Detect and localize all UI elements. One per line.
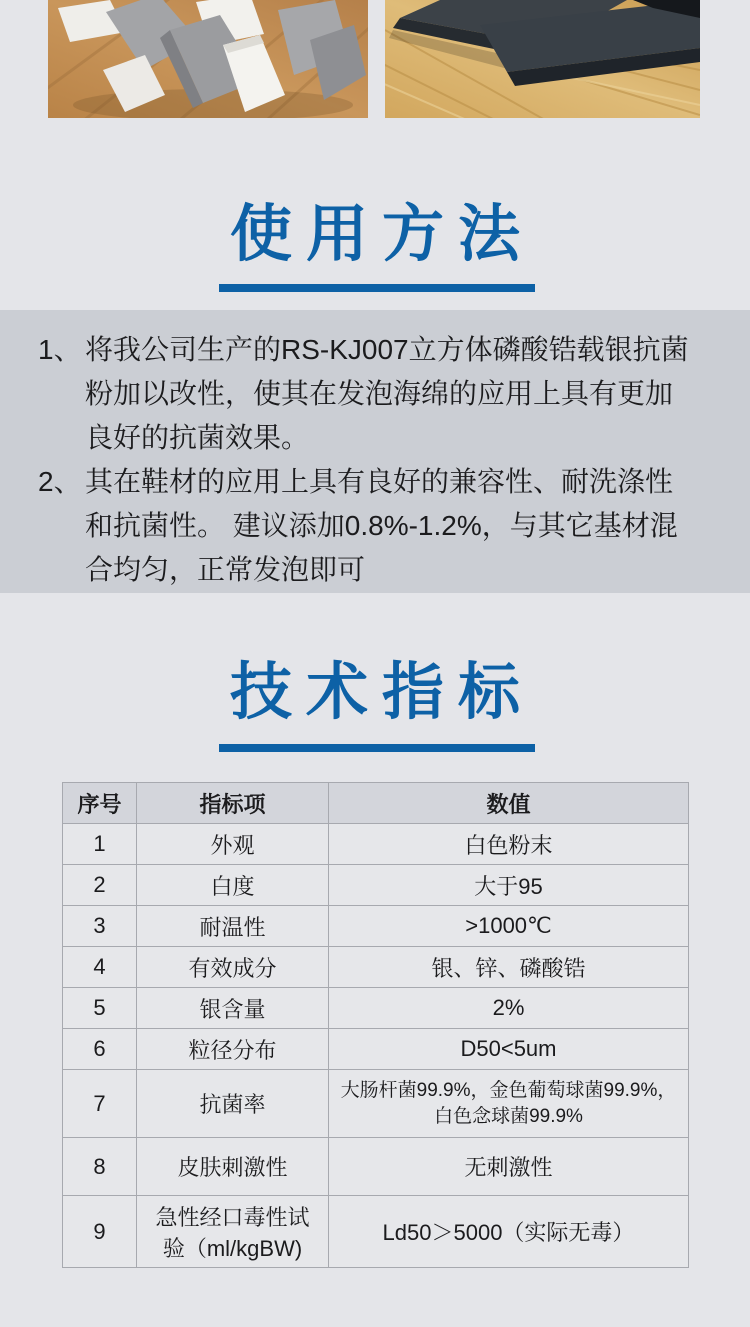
table-row <box>63 1029 689 1070</box>
product-photo-dark-foam <box>385 0 700 118</box>
usage-section-title: 使用方法 <box>229 200 534 269</box>
usage-item-1-number: 1、 <box>38 334 82 365</box>
table-row <box>63 947 689 988</box>
table-header-row <box>63 783 689 824</box>
cell-index: 7 <box>63 1070 137 1138</box>
cell-item: 抗菌率 <box>137 1070 329 1138</box>
cell-index: 8 <box>63 1138 137 1196</box>
cell-index: 5 <box>63 988 137 1029</box>
cell-value: 大肠杆菌99.9%，金色葡萄球菌99.9%，白色念球菌99.9% <box>329 1070 689 1138</box>
table-row <box>63 1070 689 1138</box>
header-cell-item: 指标项 <box>137 783 329 824</box>
cell-item: 粒径分布 <box>137 1029 329 1070</box>
cell-index: 4 <box>63 947 137 988</box>
cell-value: >1000℃ <box>329 906 689 947</box>
cell-index: 3 <box>63 906 137 947</box>
usage-item-2-text: 其在鞋材的应用上具有良好的兼容性、耐洗涤性和抗菌性。 建议添加0.8%-1.2%，与其它基材混合均匀，正常发泡即可 <box>85 466 678 585</box>
table-row <box>63 1196 689 1268</box>
usage-item-1-text: 将我公司生产的RS-KJ007立方体磷酸锆载银抗菌粉加以改性，使其在发泡海绵的应用上具有更加良好的抗菌效果。 <box>85 334 689 453</box>
cell-item: 银含量 <box>137 988 329 1029</box>
product-photo-white-foam <box>48 0 368 118</box>
cell-value: 大于95 <box>329 865 689 906</box>
cell-item: 急性经口毒性试验（ml/kgBW) <box>137 1196 329 1268</box>
cell-value: 2% <box>329 988 689 1029</box>
usage-item-2 <box>38 460 700 592</box>
cell-item: 皮肤刺激性 <box>137 1138 329 1196</box>
cell-value: 银、锌、磷酸锆 <box>329 947 689 988</box>
specs-section-title: 技术指标 <box>229 658 534 727</box>
cell-item: 白度 <box>137 865 329 906</box>
usage-title-underline <box>219 284 535 292</box>
table-row <box>63 865 689 906</box>
header-cell-value: 数值 <box>329 783 689 824</box>
cell-value: D50<5um <box>329 1029 689 1070</box>
spec-table <box>62 782 689 1268</box>
cell-index: 1 <box>63 824 137 865</box>
table-row <box>63 906 689 947</box>
usage-item-1 <box>38 328 700 460</box>
product-photos-row <box>0 0 750 118</box>
cell-index: 2 <box>63 865 137 906</box>
usage-instructions-list <box>0 310 750 592</box>
cell-value: 无刺激性 <box>329 1138 689 1196</box>
table-row <box>63 988 689 1029</box>
cell-item: 有效成分 <box>137 947 329 988</box>
cell-value: Ld50＞5000（实际无毒） <box>329 1196 689 1268</box>
usage-item-2-number: 2、 <box>38 466 82 497</box>
cell-item: 外观 <box>137 824 329 865</box>
usage-instructions-box <box>0 310 750 593</box>
table-row <box>63 824 689 865</box>
table-row <box>63 1138 689 1196</box>
cell-index: 9 <box>63 1196 137 1268</box>
header-cell-index: 序号 <box>63 783 137 824</box>
cell-value: 白色粉末 <box>329 824 689 865</box>
cell-index: 6 <box>63 1029 137 1070</box>
cell-item: 耐温性 <box>137 906 329 947</box>
specs-title-underline <box>219 744 535 752</box>
